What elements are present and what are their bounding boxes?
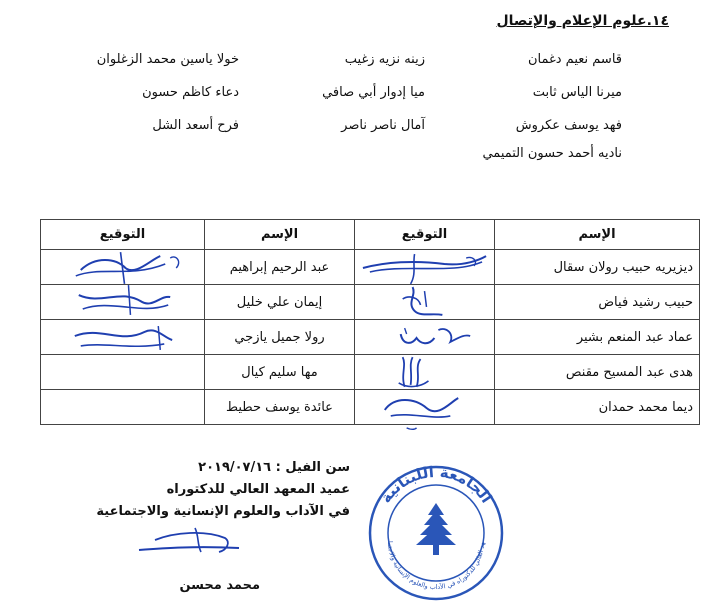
table-cell-name: هدى عبد المسيح مقنص bbox=[495, 355, 700, 390]
member-name: قاسم نعيم دغمان bbox=[527, 52, 622, 67]
table-cell-name: رولا جميل يازجي bbox=[205, 320, 355, 355]
handwritten-signature bbox=[41, 285, 204, 319]
table-cell-name: إيمان علي خليل bbox=[205, 285, 355, 320]
seal-outer-text: الجامعة اللبنانية bbox=[376, 463, 496, 507]
signature-cell bbox=[355, 320, 495, 355]
signature-cell bbox=[355, 355, 495, 390]
dean-title: عميد المعهد العالي للدكتوراه bbox=[166, 482, 350, 497]
table-cell-name: حبيب رشيد فياض bbox=[495, 285, 700, 320]
member-name: آمال ناصر ناصر bbox=[341, 118, 425, 133]
table-cell-name: عائدة يوسف حطيط bbox=[205, 390, 355, 425]
column-header-name: الإسم bbox=[495, 220, 700, 250]
table-row bbox=[41, 250, 700, 285]
signature-cell bbox=[41, 390, 205, 425]
signature-cell bbox=[355, 250, 495, 285]
member-name: فهد يوسف عكروش bbox=[515, 118, 622, 133]
column-header-name: الإسم bbox=[205, 220, 355, 250]
column-header-signature: التوقيع bbox=[355, 220, 495, 250]
handwritten-signature bbox=[355, 285, 494, 319]
signature-cell bbox=[355, 390, 495, 425]
handwritten-signature bbox=[355, 320, 494, 354]
signer-name: محمد محسن bbox=[179, 578, 260, 593]
handwritten-signature bbox=[41, 250, 204, 284]
signature-cell bbox=[41, 250, 205, 285]
table-row bbox=[41, 285, 700, 320]
handwritten-signature bbox=[355, 390, 494, 424]
table-cell-name: ديما محمد حمدان bbox=[495, 390, 700, 425]
table-cell-name: عبد الرحيم إبراهيم bbox=[205, 250, 355, 285]
institute-name: في الآداب والعلوم الإنسانية والاجتماعية bbox=[96, 504, 350, 519]
seal-inner-text: هد العالي للدكتوراه في الآداب والعلوم الإنسانية والاجتماعية bbox=[385, 540, 487, 592]
signature-cell bbox=[41, 285, 205, 320]
table-header-row bbox=[41, 220, 700, 250]
dean-signature bbox=[135, 522, 245, 562]
university-seal bbox=[366, 463, 506, 603]
member-name: خولا ياسين محمد الزغلوان bbox=[96, 52, 239, 67]
signature-cell bbox=[41, 355, 205, 390]
handwritten-signature bbox=[41, 320, 204, 354]
column-header-signature: التوقيع bbox=[41, 220, 205, 250]
handwritten-signature bbox=[355, 250, 494, 284]
table-cell-name: عماد عبد المنعم بشير bbox=[495, 320, 700, 355]
table-cell-name: ديزيريه حبيب رولان سقال bbox=[495, 250, 700, 285]
member-name: زينه نزيه زغيب bbox=[344, 52, 425, 67]
cedar-icon bbox=[416, 503, 456, 555]
signature-table bbox=[40, 219, 700, 425]
member-name: فرح أسعد الشل bbox=[152, 118, 239, 133]
member-name: ناديه أحمد حسون التميمي bbox=[482, 146, 622, 161]
table-row bbox=[41, 390, 700, 425]
section-title: ١٤.علوم الإعلام والإتصال bbox=[496, 13, 669, 29]
handwritten-signature bbox=[355, 355, 494, 389]
signature-cell bbox=[41, 320, 205, 355]
date-line: سن الفيل : ٢٠١٩/٠٧/١٦ bbox=[198, 460, 350, 475]
member-name: ميرنا الياس ثابت bbox=[532, 85, 622, 100]
table-cell-name: مها سليم كيال bbox=[205, 355, 355, 390]
table-row bbox=[41, 355, 700, 390]
signature-cell bbox=[355, 285, 495, 320]
member-name: دعاء كاظم حسون bbox=[142, 85, 239, 100]
member-name: ميا إدوار أبي صافي bbox=[322, 85, 425, 100]
table-row bbox=[41, 320, 700, 355]
